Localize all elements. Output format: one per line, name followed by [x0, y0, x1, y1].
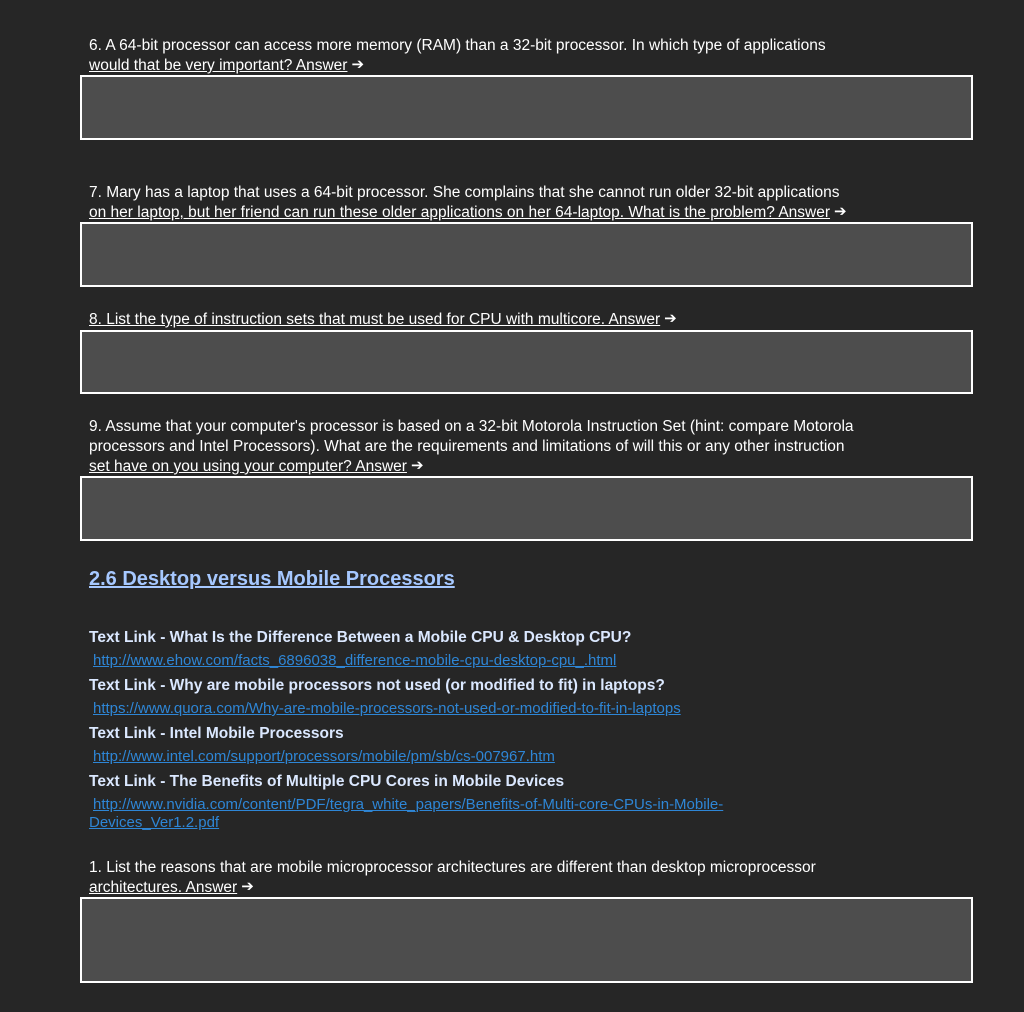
answer-field-section-1[interactable] [80, 897, 973, 983]
resource-link[interactable]: http://www.intel.com/support/processors/mobile/pm/sb/cs-007967.htm [93, 748, 555, 765]
answer-field-8[interactable] [80, 330, 973, 394]
question-6-line2: would that be very important? Answer [89, 57, 348, 74]
answer-field-6[interactable] [80, 75, 973, 140]
question-8 [89, 310, 969, 330]
resource-link[interactable]: http://www.ehow.com/facts_6896038_difference-mobile-cpu-desktop-cpu_.html [93, 652, 617, 669]
arrow-right-icon: ➔ [351, 56, 365, 73]
question-7-line1: 7. Mary has a laptop that uses a 64-bit processor. She complains that she cannot run older 32-bit applications [89, 184, 840, 201]
arrow-right-icon: ➔ [664, 310, 677, 327]
arrow-right-icon: ➔ [410, 457, 424, 474]
question-7-line2: on her laptop, but her friend can run these older applications on her 64-laptop. What is the problem? Answer [89, 204, 831, 221]
question-9-line1: 9. Assume that your computer's processor is based on a 32-bit Motorola Instruction Set (hint: compare Motorola [89, 418, 854, 435]
answer-field-9[interactable] [80, 476, 973, 541]
arrow-right-icon: ➔ [241, 878, 254, 895]
answer-field-7[interactable] [80, 222, 973, 287]
resource-title: Text Link - Intel Mobile Processors [89, 725, 344, 742]
section-question-1-line1: 1. List the reasons that are mobile microprocessor architectures are different than desktop microprocessor [89, 859, 816, 876]
question-9-line3: set have on you using your computer? Answer [89, 458, 407, 475]
arrow-right-icon: ➔ [834, 203, 847, 220]
question-7 [89, 183, 969, 223]
question-6-line1: 6. A 64-bit processor can access more memory (RAM) than a 32-bit processor. In which type of applications [89, 37, 826, 54]
question-9 [89, 417, 969, 477]
resource-title: Text Link - What Is the Difference Between a Mobile CPU & Desktop CPU? [89, 629, 632, 646]
question-8-line1: 8. List the type of instruction sets that must be used for CPU with multicore. Answer [89, 311, 661, 328]
resource-link[interactable]: https://www.quora.com/Why-are-mobile-processors-not-used-or-modified-to-fit-in-laptops [93, 700, 681, 717]
resource-title: Text Link - Why are mobile processors not used (or modified to fit) in laptops? [89, 677, 665, 694]
resource-title: Text Link - The Benefits of Multiple CPU Cores in Mobile Devices [89, 773, 565, 790]
question-9-line2: processors and Intel Processors). What are the requirements and limitations of will this or any other instruction [89, 438, 845, 455]
section-question-1-line2: architectures. Answer [89, 879, 238, 896]
question-6 [89, 36, 969, 76]
resource-link[interactable] [89, 796, 853, 832]
section-heading[interactable]: 2.6 Desktop versus Mobile Processors [89, 568, 455, 590]
section-question-1 [89, 858, 969, 898]
resource-link-line1[interactable]: http://www.nvidia.com/content/PDF/tegra_white_papers/Benefits-of-Multi-core-CPUs-in-Mobile- [93, 796, 724, 813]
resource-link-line2[interactable]: Devices_Ver1.2.pdf [89, 814, 220, 831]
